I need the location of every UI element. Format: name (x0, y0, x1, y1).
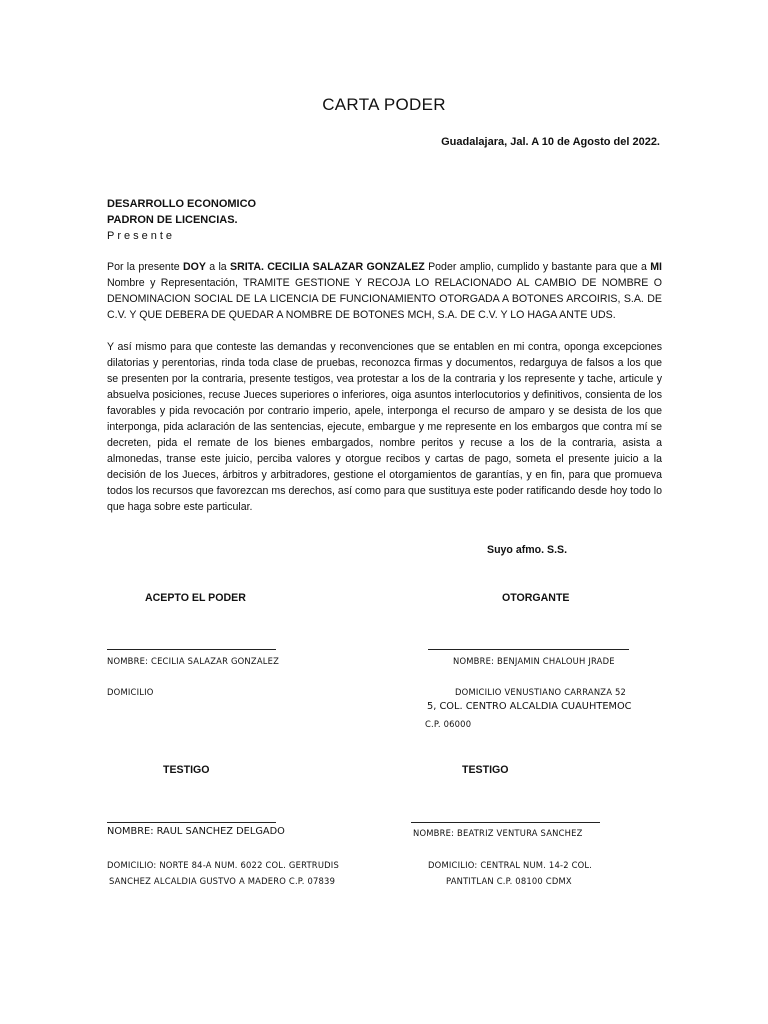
acepto-domicilio: DOMICILIO (107, 687, 154, 697)
addressee-line-1: DESARROLLO ECONOMICO (107, 198, 257, 210)
otorgante-name: NOMBRE: BENJAMIN CHALOUH JRADE (453, 656, 615, 666)
paragraph-1-text-1: Por la presente (107, 261, 183, 273)
testigo-1-name: NOMBRE: RAUL SANCHEZ DELGADO (107, 826, 285, 837)
testigo-2-domicilio-line-2: PANTITLAN C.P. 08100 CDMX (446, 876, 572, 886)
paragraph-1-bold-2: SRITA. CECILIA SALAZAR GONZALEZ (230, 261, 425, 273)
addressee-line-2: PADRON DE LICENCIAS. (107, 214, 238, 226)
document-date: Guadalajara, Jal. A 10 de Agosto del 2022. (441, 136, 660, 148)
otorgante-domicilio-line-2: 5, COL. CENTRO ALCALDIA CUAUHTEMOC (427, 701, 632, 712)
paragraph-1-bold-1: DOY (182, 261, 206, 273)
paragraph-1-text-2: a la (205, 261, 231, 273)
otorgante-heading: OTORGANTE (502, 592, 570, 604)
testigo-2-name: NOMBRE: BEATRIZ VENTURA SANCHEZ (413, 828, 583, 838)
testigo-1-domicilio-line-2: SANCHEZ ALCALDIA GUSTVO A MADERO C.P. 07839 (109, 876, 336, 886)
testigo-1-domicilio-line-1: DOMICILIO: NORTE 84-A NUM. 6022 COL. GERTRUDIS (107, 860, 339, 870)
addressee-line-3: Presente (107, 230, 176, 242)
closing-text: Suyo afmo. S.S. (487, 544, 568, 556)
document-title: CARTA PODER (322, 95, 446, 114)
otorgante-domicilio-line-3: C.P. 06000 (425, 719, 472, 729)
testigo-1-signature-line (107, 822, 276, 823)
testigo-2-domicilio-line-1: DOMICILIO: CENTRAL NUM. 14-2 COL. (428, 860, 593, 870)
testigo-2-heading: TESTIGO (462, 764, 509, 776)
acepto-heading: ACEPTO EL PODER (145, 592, 246, 604)
paragraph-1-text-4: Nombre y Representación, TRAMITE GESTIONE Y RECOJA LO RELACIONADO AL CAMBIO DE NOMBRE O DENOMINACION SOCIAL DE LA LICENCIA DE FUNCIONAMIENTO OTORGADA A BOTONES ARCOIRIS, S.A. DE C.V. Y QUE DEBERA DE QUEDAR A NOMBRE DE BOTONES MCH, S.A. DE C.V. Y LO HAGA ANTE UDS. (107, 277, 662, 321)
otorgante-domicilio-line-1: DOMICILIO VENUSTIANO CARRANZA 52 (455, 687, 627, 697)
acepto-name: NOMBRE: CECILIA SALAZAR GONZALEZ (107, 656, 280, 666)
otorgante-signature-line (428, 649, 629, 650)
testigo-2-signature-line (411, 822, 600, 823)
acepto-signature-line (107, 649, 276, 650)
addressee-block (107, 196, 256, 244)
paragraph-2: Y así mismo para que conteste las demandas y reconvenciones que se entablen en mi contra, oponga excepciones dilatorias y perentorias, rinda toda clase de pruebas, reconozca firmas y documentos, redarguya de falsos a los que se presenten por la contraria, presente testigos, vea protestar a los de la contraria y los represente y tache, articule y absuelva posiciones, recuse Jueces superiores o inferiores, oiga asuntos interlocutorios y definitivos, consienta de los favorables y pida revocación por contrario imperio, apele, interponga el recurso de amparo y se desista de los que interponga, pida aclaración de las sentencias, ejecute, embargue y me represente en los embargos que contra mí se decreten, pida el remate de los bienes embargados, nombre peritos y recuse a los de la contraria, asista a almonedas, transe este juicio, perciba valores y otorgue recibos y cartas de pago, someta el presente juicio a la decisión de los Jueces, árbitros y arbitradores, gestione el otorgamientos de garantías, y en fin, para que promueva todos los recursos que favorezcan ms derechos, así como para que sustituya este poder ratificando desde hoy todo lo que haga sobre este particular. (107, 341, 662, 513)
testigo-1-heading: TESTIGO (163, 764, 210, 776)
paragraph-1-text-3: Poder amplio, cumplido y bastante para que a (424, 261, 651, 273)
paragraph-1 (107, 259, 662, 323)
paragraph-1-bold-3: MI (650, 261, 662, 273)
